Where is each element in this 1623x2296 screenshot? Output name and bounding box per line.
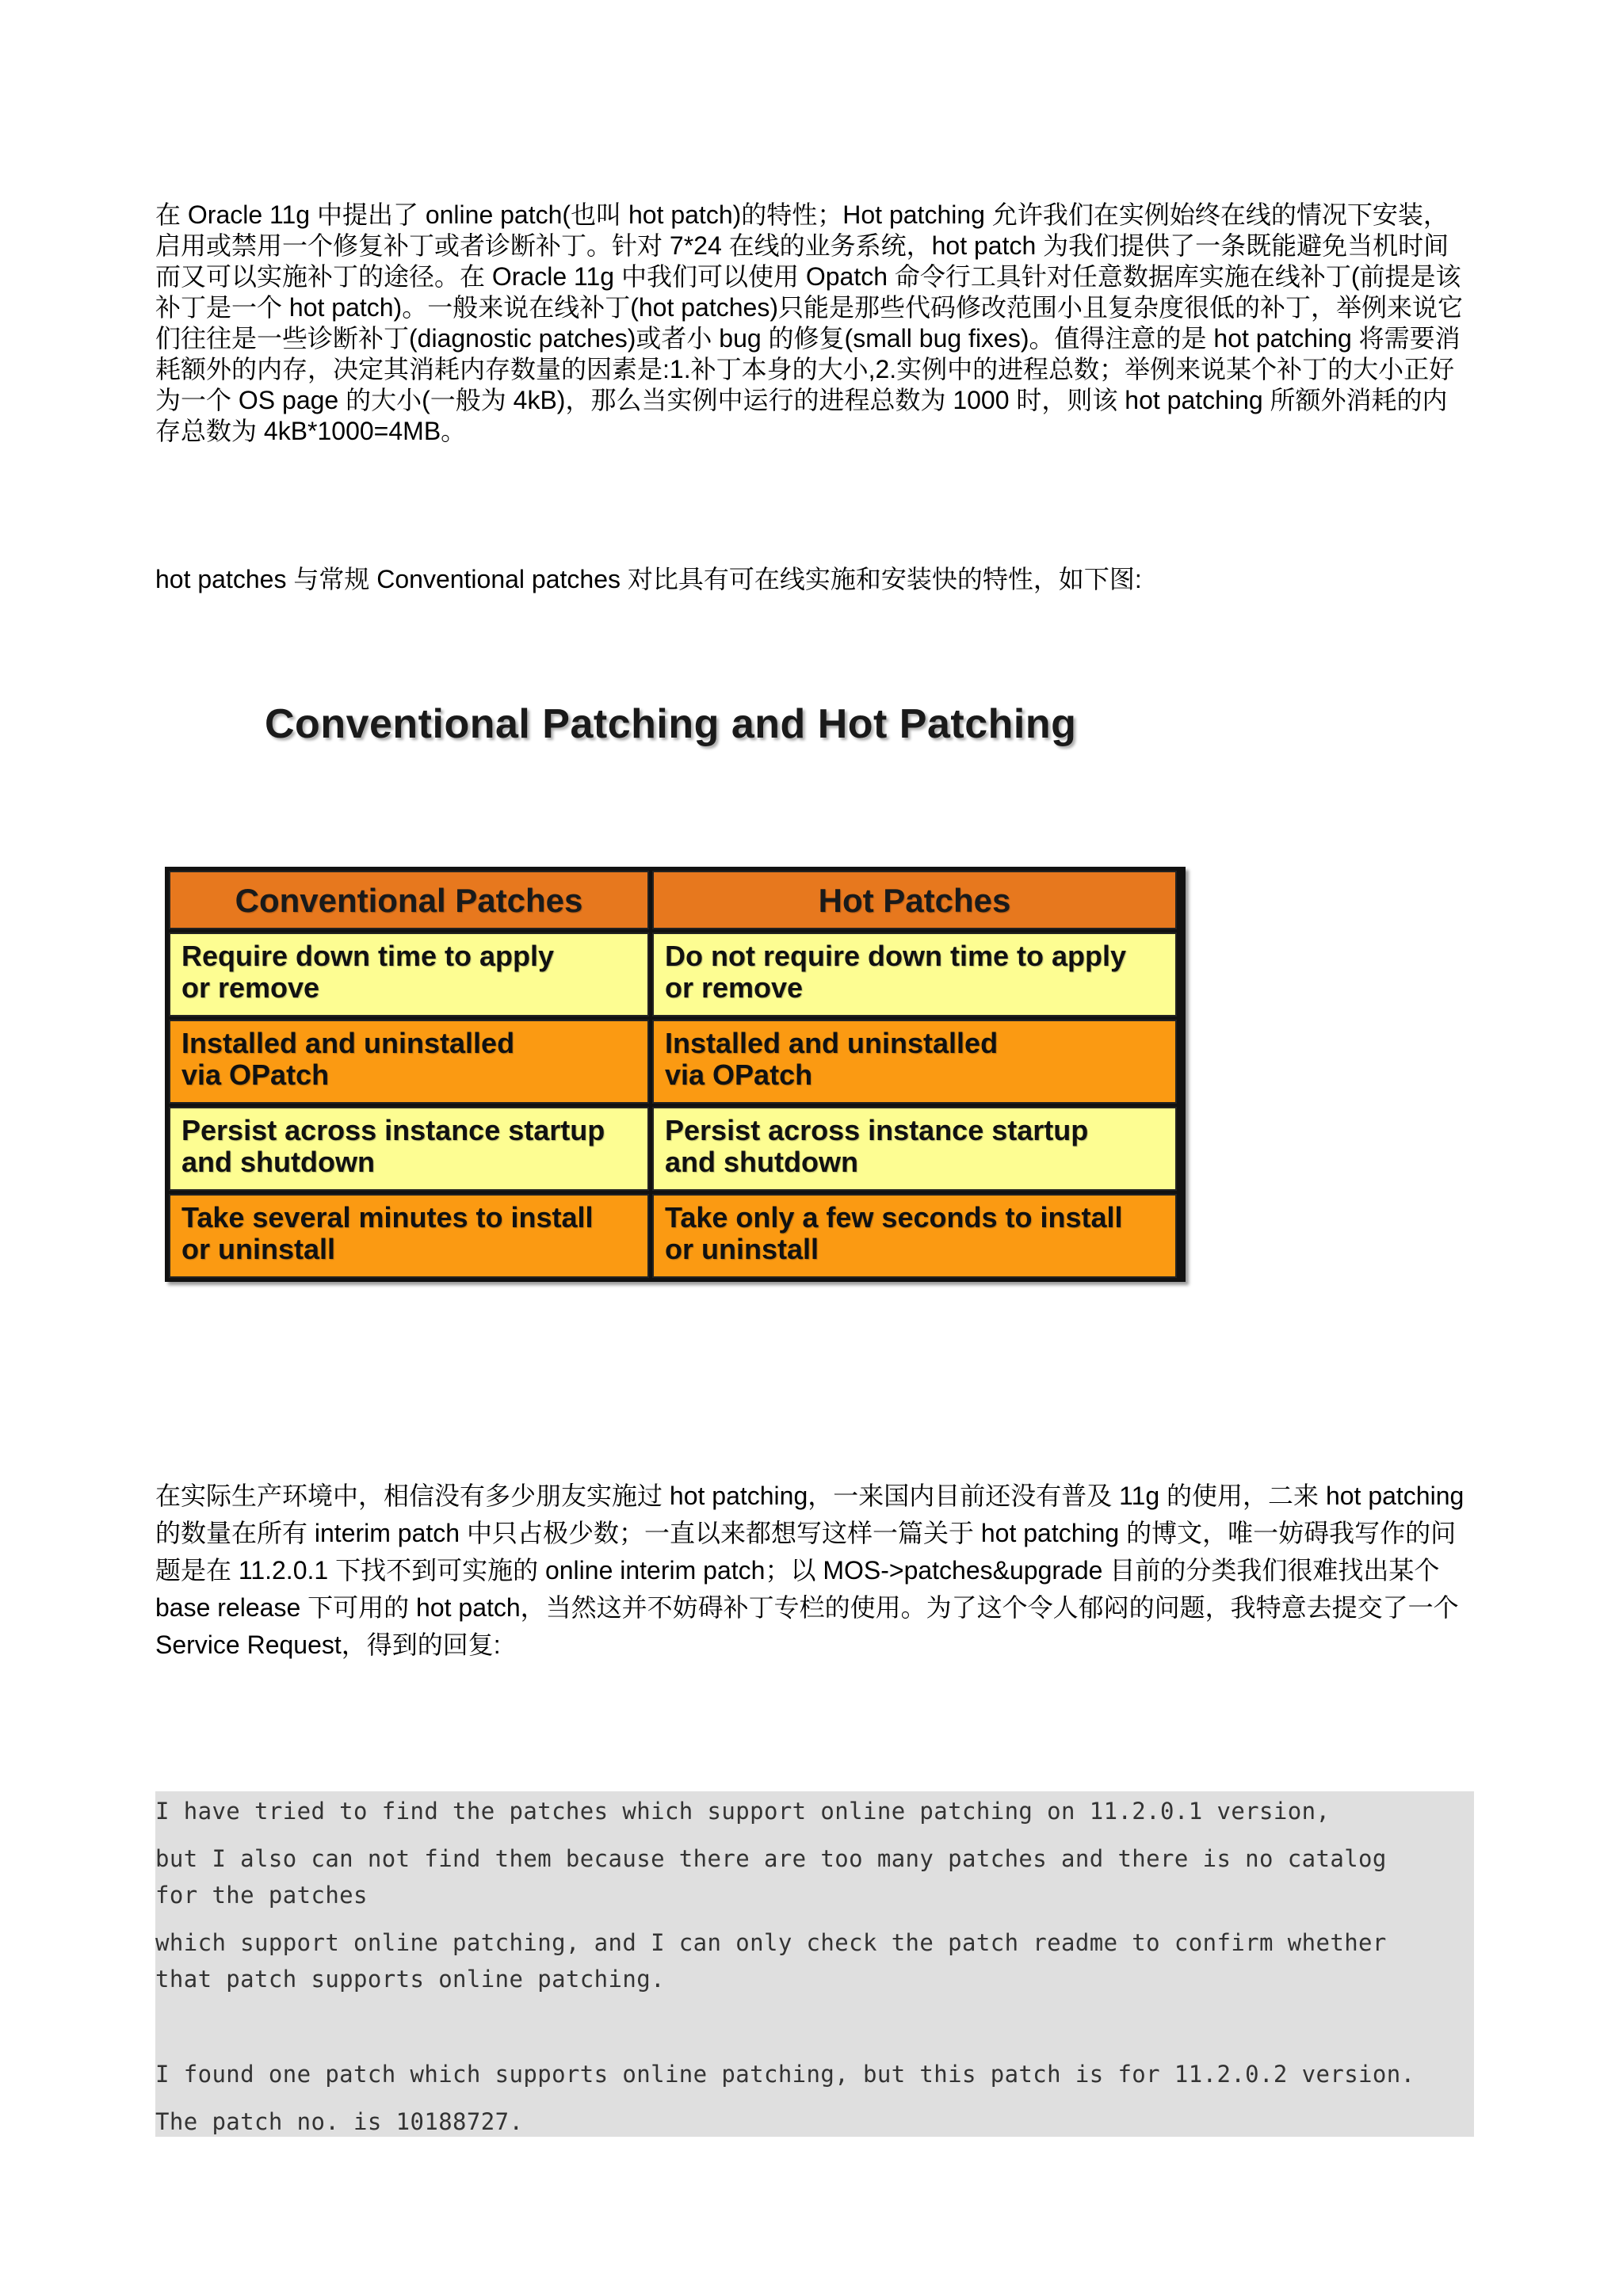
code-line: The patch no. is 10188727.: [155, 2108, 524, 2135]
figure-title: Conventional Patching and Hot Patching: [265, 701, 1077, 747]
row-4-hot: Take only a few seconds to install or uninstall: [652, 1194, 1177, 1278]
header-conventional-patches: Conventional Patches: [169, 871, 649, 929]
comparison-intro-paragraph: hot patches 与常规 Conventional patches 对比具有可在线实施和安装快的特性，如下图:: [155, 565, 1142, 593]
code-line: I found one patch which supports online patching, but this patch is for 11.2.0.2 version.: [155, 2061, 1415, 2088]
patching-comparison-figure: [155, 681, 1201, 1299]
intro-paragraph: 在 Oracle 11g 中提出了 online patch(也叫 hot patch)的特性；Hot patching 允许我们在实例始终在线的情况下安装，启用或禁用一个修复补丁或者诊断补丁。针对 7*24 在线的业务系统，hot patch 为我们提供了一条既能避免当机时间而又可以实施补丁的途径。在 Oracle 11g 中我们可以使用 Opatch 命令行工具针对任意数据库实施在线补丁(前提是该补丁是一个 hot patch)。一般来说在线补丁(hot patches)只能是那些代码修改范围小且复杂度很低的补丁，举例来说它们往往是一些诊断补丁(diagnostic patches)或者小 bug 的修复(small bug fixes)。值得注意的是 hot patching 将需要消耗额外的内存，决定其消耗内存数量的因素是:1.补丁本身的大小,2.实例中的进程总数；举例来说某个补丁的大小正好为一个 OS page 的大小(一般为 4kB)，那么当实例中运行的进程总数为 1000 时，则该 hot patching 所额外消耗的内存总数为 4kB*1000=4MB。: [155, 200, 1463, 445]
row-1-conventional: Require down time to apply or remove: [169, 933, 649, 1016]
header-hot-patches: Hot Patches: [652, 871, 1177, 929]
code-line: for the patches: [155, 1882, 368, 1909]
row-4-conventional: Take several minutes to install or uninstall: [169, 1194, 649, 1278]
comparison-table: [165, 867, 1186, 1282]
code-line: I have tried to find the patches which support online patching on 11.2.0.1 version,: [155, 1798, 1331, 1825]
code-line: which support online patching, and I can only check the patch readme to confirm whether: [155, 1929, 1387, 1956]
row-3-conventional: Persist across instance startup and shutdown: [169, 1107, 649, 1191]
row-3-hot: Persist across instance startup and shutdown: [652, 1107, 1177, 1191]
row-1-hot: Do not require down time to apply or remove: [652, 933, 1177, 1016]
service-request-reply-block: [155, 1791, 1474, 2137]
production-paragraph: 在实际生产环境中，相信没有多少朋友实施过 hot patching，一来国内目前还没有普及 11g 的使用，二来 hot patching 的数量在所有 interim patch 中只占极少数；一直以来都想写这样一篇关于 hot patching 的博文，唯一妨碍我写作的问题是在 11.2.0.1 下找不到可实施的 online interim patch；以 MOS->patches&upgrade 目前的分类我们很难找出某个 base release 下可用的 hot patch，当然这并不妨碍补丁专栏的使用。为了这个令人郁闷的问题，我特意去提交了一个 Service Request，得到的回复:: [155, 1482, 1465, 1659]
row-2-conventional: Installed and uninstalled via OPatch: [169, 1020, 649, 1104]
row-2-hot: Installed and uninstalled via OPatch: [652, 1020, 1177, 1104]
code-line: that patch supports online patching.: [155, 1966, 665, 1993]
code-line: but I also can not find them because there are too many patches and there is no catalog: [155, 1845, 1387, 1872]
